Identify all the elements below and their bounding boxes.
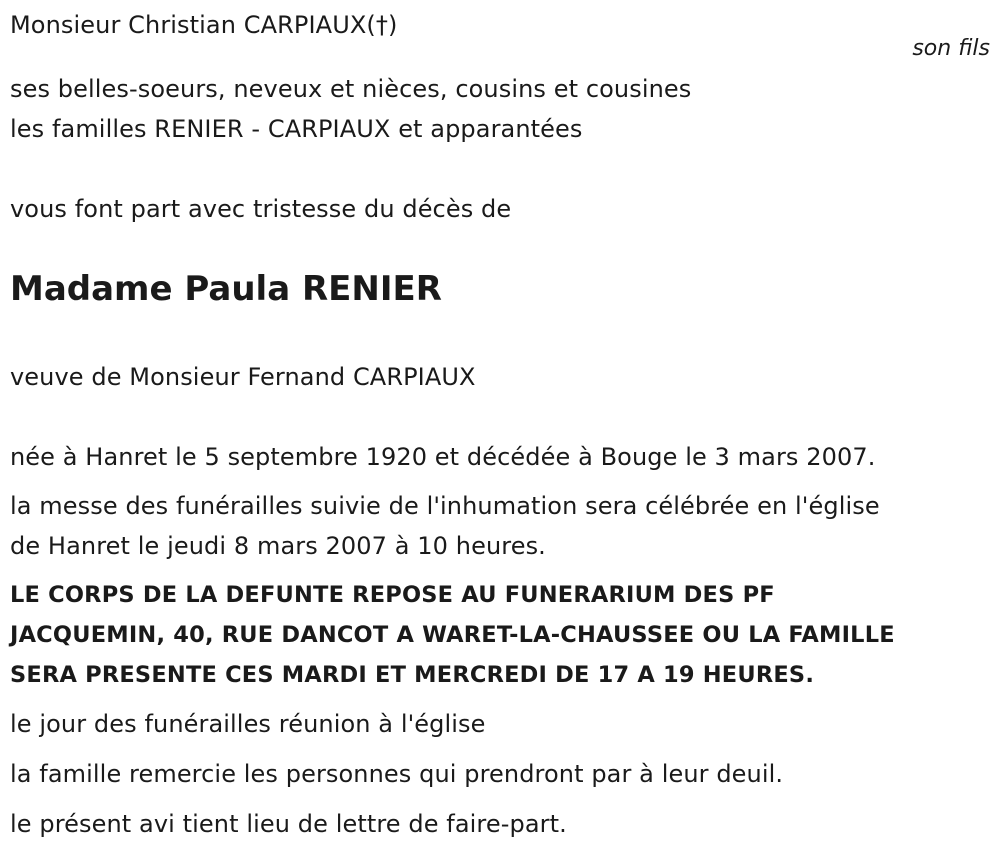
deceased-name: Madame Paula RENIER xyxy=(10,269,442,309)
announcement-intro: vous font part avec tristesse du décès de xyxy=(10,195,512,223)
thanks-message: la famille remercie les personnes qui prendront par à leur deuil. xyxy=(10,760,784,788)
viewing-line-1: LE CORPS DE LA DEFUNTE REPOSE AU FUNERARIUM DES PF xyxy=(10,582,775,608)
announcer-families: les familles RENIER - CARPIAUX et apparantées xyxy=(10,115,583,143)
ceremony-line-2: de Hanret le jeudi 8 mars 2007 à 10 heures. xyxy=(10,532,546,560)
gathering-info: le jour des funérailles réunion à l'église xyxy=(10,710,486,738)
announcer-relatives: ses belles-soeurs, neveux et nièces, cousins et cousines xyxy=(10,75,692,103)
deceased-spouse: veuve de Monsieur Fernand CARPIAUX xyxy=(10,363,476,391)
ceremony-line-1: la messe des funérailles suivie de l'inhumation sera célébrée en l'église xyxy=(10,492,880,520)
notice-statement: le présent avi tient lieu de lettre de faire-part. xyxy=(10,810,567,838)
announcer-son: Monsieur Christian CARPIAUX(†) xyxy=(10,11,398,39)
viewing-line-3: SERA PRESENTE CES MARDI ET MERCREDI DE 17 A 19 HEURES. xyxy=(10,662,815,688)
viewing-line-2: JACQUEMIN, 40, RUE DANCOT A WARET-LA-CHAUSSEE OU LA FAMILLE xyxy=(10,622,895,648)
announcer-son-relation: son fils xyxy=(912,36,990,61)
birth-death-details: née à Hanret le 5 septembre 1920 et décédée à Bouge le 3 mars 2007. xyxy=(10,443,876,471)
